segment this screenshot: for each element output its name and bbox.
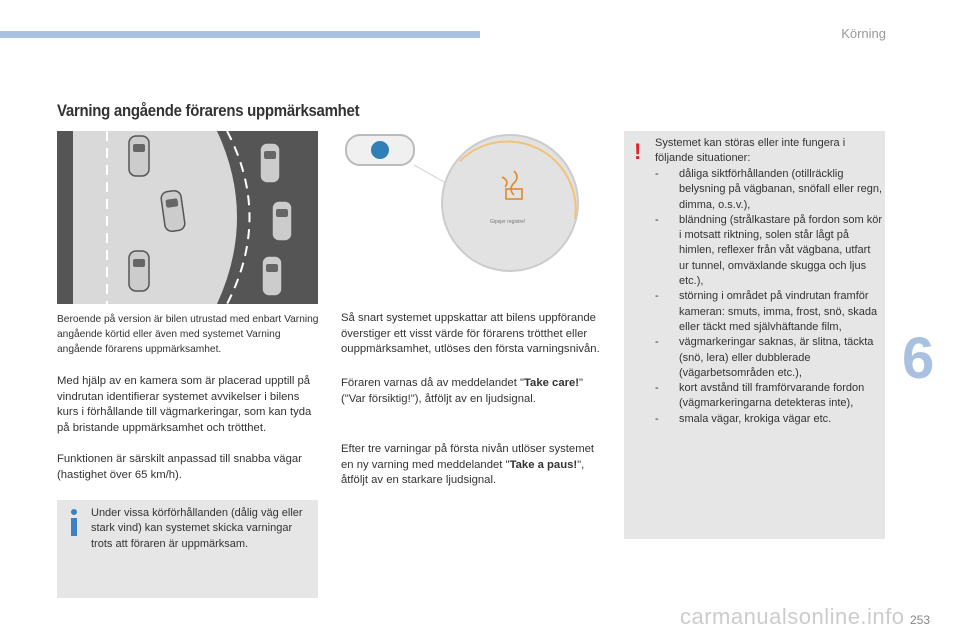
list-item: - dåliga siktförhållanden (otillräcklig belysning på vägbanan, snöfall eller regn, dimma, o.s.v.), [655, 168, 883, 211]
road-illustration [57, 131, 318, 304]
list-item: - vägmarkeringar saknas, är slitna, täckta (snö, lera) eller dubblerade (vägarbetsområden etc.), [655, 336, 874, 379]
instrument-display-illustration [340, 131, 594, 304]
header-bar [0, 31, 480, 38]
paragraph-4: Föraren varnas då av meddelandet "Take care!" ("Var försiktig!"), åtföljt av en ljudsignal. [341, 377, 584, 405]
paragraph-1: Med hjälp av en kamera som är placerad upptill på vindrutan identifierar systemet avvikelser i bilens kurs i förhållande till vägmarkeringar, som kan tyda på bristande uppmärksamhet och trötthet. [57, 375, 312, 434]
paragraph-5: Efter tre varningar på första nivån utlöser systemet en ny varning med meddelandet "Take a paus!", åtföljt av en starkare ljudsignal. [341, 443, 595, 487]
caption-text: Beroende på version är bilen utrustad med enbart Varning angående körtid eller även med systemet Varning angående förarens uppmärksamhet. [57, 314, 319, 355]
list-item: - smala vägar, krokiga vägar etc. [655, 412, 832, 425]
section-title: Varning angående förarens uppmärksamhet [57, 101, 360, 120]
display-text: Gipsjer registre! [490, 219, 526, 225]
list-item: - kort avstånd till framförvarande fordon (vägmarkeringarna detekteras inte), [655, 382, 865, 410]
exclamation-icon: ! [634, 139, 642, 164]
info-box [57, 500, 318, 598]
list-item: - bländning (strålkastare på fordon som kör i motsatt riktning, solen står lågt på himlen, reflexer från våt vägbana, utfart ur tunnel, omväxlande skugga och ljus etc.), [655, 213, 882, 288]
chapter-number: 6 [902, 326, 935, 391]
paragraph-3: Så snart systemet uppskattar att bilens uppförande överstiger ett visst värde för förarens trötthet eller ouppmärksamhet, utlöses den första varningsnivån. [341, 312, 600, 356]
warning-intro: Systemet kan störas eller inte fungera i följande situationer: [655, 137, 846, 165]
info-text: Under vissa körförhållanden (dålig väg eller stark vind) kan systemet skicka varningar trots att föraren är uppmärksam. [91, 507, 303, 550]
chapter-title: Körning [841, 26, 886, 41]
page-number: 253 [910, 613, 931, 627]
take-care-message: Take care! [523, 377, 580, 389]
footer-watermark: carmanualsonline.info [680, 604, 905, 629]
warning-box [624, 131, 885, 539]
take-a-pause-message: Take a paus! [509, 458, 578, 471]
warning-list [655, 167, 883, 427]
list-item: - störning i området på vindrutan framför kameran: smuts, imma, frost, snö, skada eller täckt med självhäftande film, [655, 290, 878, 333]
paragraph-2: Funktionen är särskilt anpassad till snabba vägar (hastighet över 65 km/h). [57, 453, 302, 481]
info-icon [67, 508, 81, 538]
